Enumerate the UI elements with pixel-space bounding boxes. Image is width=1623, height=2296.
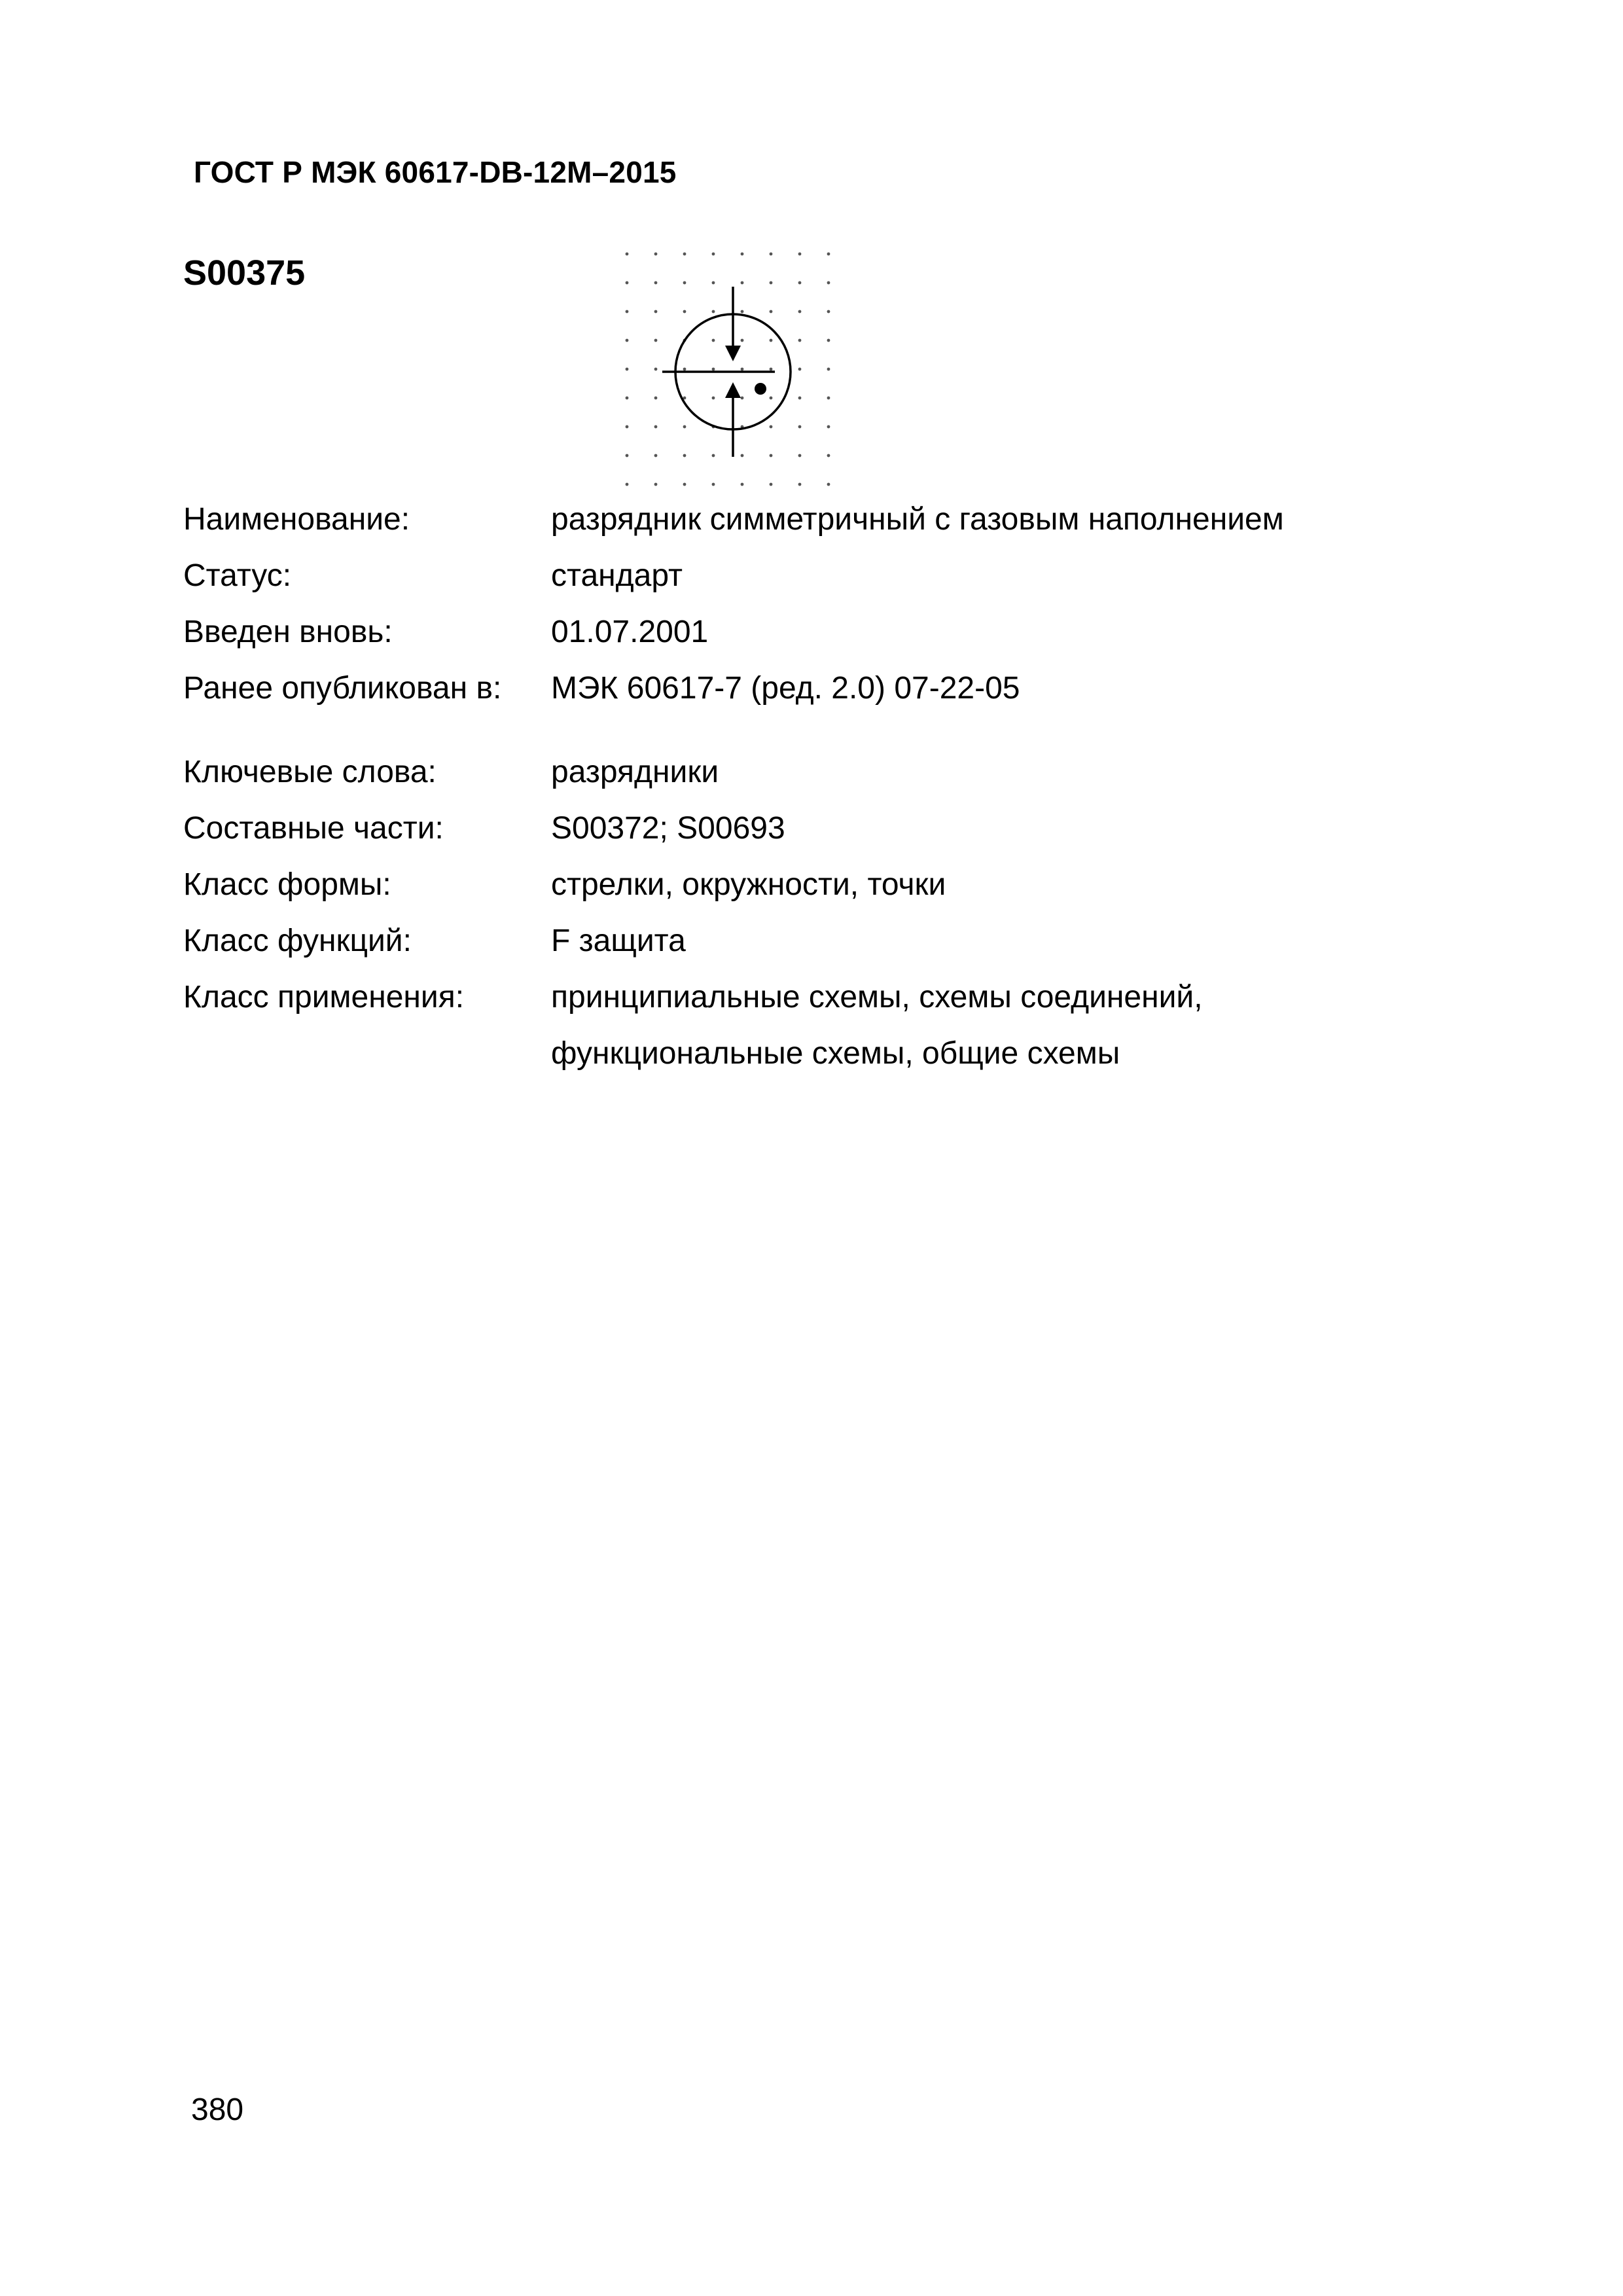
property-label: Статус: [183, 558, 292, 593]
grid-dot [798, 425, 802, 429]
grid-dot [798, 253, 802, 256]
property-value: принципиальные схемы, схемы соединений, [551, 980, 1203, 1014]
property-label: Класс функций: [183, 924, 412, 958]
grid-dot [741, 253, 744, 256]
grid-dot [683, 310, 687, 314]
property-label: Класс формы: [183, 867, 391, 902]
grid-dot [654, 368, 658, 371]
grid-dot [654, 454, 658, 457]
grid-dot [770, 483, 773, 486]
grid-dot [798, 310, 802, 314]
grid-dot [770, 454, 773, 457]
property-label: Введен вновь: [183, 615, 393, 649]
property-label: Ключевые слова: [183, 755, 437, 789]
arrow-down-icon [725, 346, 741, 361]
symbol-drawing [615, 243, 851, 492]
grid-dot [827, 454, 830, 457]
grid-dot [654, 425, 658, 429]
property-value: 01.07.2001 [551, 615, 709, 649]
grid-dot [654, 281, 658, 285]
symbol-code: S00375 [183, 253, 306, 293]
grid-dot [741, 483, 744, 486]
grid-dot [654, 310, 658, 314]
grid-dot [712, 339, 715, 342]
grid-dot [741, 397, 744, 400]
page-number: 380 [191, 2092, 244, 2127]
grid-dot [827, 339, 830, 342]
grid-dot [798, 281, 802, 285]
grid-dot [683, 425, 687, 429]
grid-dot [827, 397, 830, 400]
property-value: МЭК 60617-7 (ред. 2.0) 07-22-05 [551, 671, 1020, 706]
grid-dots [626, 253, 830, 486]
grid-dot [626, 253, 629, 256]
grid-dot [626, 454, 629, 457]
arrow-up-icon [725, 382, 741, 398]
grid-dot [654, 397, 658, 400]
grid-dot [712, 483, 715, 486]
grid-dot [712, 397, 715, 400]
gas-dot [755, 383, 766, 395]
grid-dot [712, 253, 715, 256]
grid-dot [798, 368, 802, 371]
grid-dot [626, 310, 629, 314]
grid-dot [827, 368, 830, 371]
grid-dot [770, 397, 773, 400]
property-value: стрелки, окружности, точки [551, 867, 946, 902]
grid-dot [683, 483, 687, 486]
property-label: Составные части: [183, 811, 444, 846]
grid-dot [827, 425, 830, 429]
grid-dot [741, 339, 744, 342]
grid-dot [683, 253, 687, 256]
grid-dot [626, 281, 629, 285]
property-value: стандарт [551, 558, 683, 593]
grid-dot [741, 310, 744, 314]
grid-dot [626, 397, 629, 400]
property-value: функциональные схемы, общие схемы [551, 1036, 1120, 1071]
grid-dot [654, 483, 658, 486]
grid-dot [770, 253, 773, 256]
grid-dot [741, 454, 744, 457]
grid-dot [712, 281, 715, 285]
property-label: Класс применения: [183, 980, 465, 1014]
grid-dot [827, 310, 830, 314]
grid-dot [770, 310, 773, 314]
grid-dot [798, 483, 802, 486]
grid-dot [741, 368, 744, 371]
grid-dot [770, 368, 773, 371]
property-value: разрядник симметричный с газовым наполнением [551, 502, 1284, 537]
property-value: S00372; S00693 [551, 811, 785, 846]
grid-dot [712, 310, 715, 314]
grid-dot [626, 483, 629, 486]
grid-dot [770, 425, 773, 429]
grid-dot [770, 339, 773, 342]
grid-dot [827, 483, 830, 486]
grid-dot [770, 281, 773, 285]
grid-dot [741, 281, 744, 285]
grid-dot [827, 281, 830, 285]
grid-dot [798, 339, 802, 342]
property-value: F защита [551, 924, 686, 958]
property-label: Ранее опубликован в: [183, 671, 502, 706]
grid-dot [712, 454, 715, 457]
grid-dot [626, 425, 629, 429]
grid-dot [798, 454, 802, 457]
grid-dot [683, 454, 687, 457]
grid-dot [712, 368, 715, 371]
grid-dot [827, 253, 830, 256]
property-label: Наименование: [183, 502, 410, 537]
property-value: разрядники [551, 755, 719, 789]
grid-dot [654, 339, 658, 342]
grid-dot [683, 368, 687, 371]
grid-dot [798, 397, 802, 400]
grid-dot [626, 339, 629, 342]
grid-dot [626, 368, 629, 371]
grid-dot [654, 253, 658, 256]
grid-dot [683, 281, 687, 285]
document-header: ГОСТ Р МЭК 60617-DB-12M–2015 [194, 155, 677, 189]
